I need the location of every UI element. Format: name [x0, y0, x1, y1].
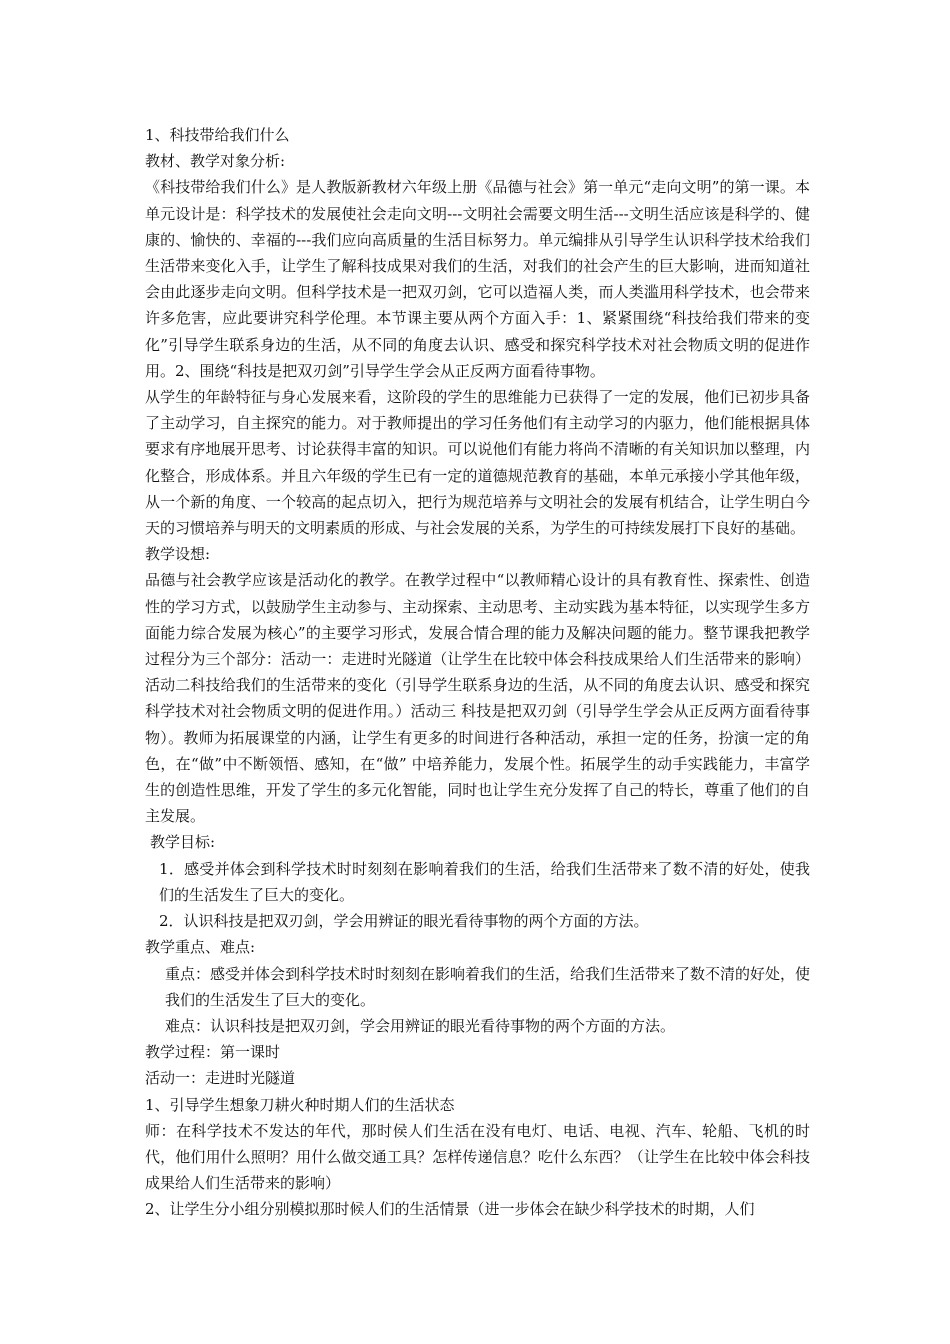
key-point: 重点：感受并体会到科学技术时时刻刻在影响着我们的生活，给我们生活带来了数不清的好处，使我们的生活发生了巨大的变化。 [165, 964, 811, 1009]
paragraph-textbook-analysis: 《科技带给我们什么》是人教版新教材六年级上册《品德与社会》第一单元“走向文明”的第一课。本单元设计是：科学技术的发展使社会走向文明---文明社会需要文明生活---文明生活应该是科学的、健康的、愉快的、幸福的---我们应向高质量的生活目标努力。单元编排从引导学生认识科学技术给我们生活带来变化入手，让学生了解科技成果对我们的生活，对我们的社会产生的巨大影响，进而知道社会由此逐步走向文明。但科学技术是一把双刃剑，它可以造福人类，而人类滥用科学技术，也会带来许多危害，应此要讲究科学伦理。本节课主要从两个方面入手：1、紧紧围绕“科技给我们带来的变化”引导学生联系身边的生活，从不同的角度去认识、感受和探究科学技术对社会物质文明的促进作用。2、围绕“科技是把双刃剑”引导学生学会从正反两方面看待事物。 [145, 178, 810, 380]
difficult-point: 难点：认识科技是把双刃剑，学会用辨证的眼光看待事物的两个方面的方法。 [165, 1016, 676, 1035]
activity-heading-1: 活动一：走进时光隧道 [145, 1069, 296, 1088]
section-heading-design: 教学设想: [145, 545, 211, 564]
paragraph-teaching-design: 品德与社会教学应该是活动化的教学。在教学过程中“以教师精心设计的具有教育性、探索性、创造性的学习方式，以鼓励学生主动参与、主动探索、主动思考、主动实践为基本特征，以实现学生多方面能力综合发展为核心”的主要学习形式，发展合情合理的能力及解决问题的能力。整节课我把教学过程分为三个部分：活动一：走进时光隧道（让学生在比较中体会科技成果给人们生活带来的影响）活动二科技给我们的生活带来的变化（引导学生联系身边的生活，从不同的角度去认识、感受和探究科学技术对社会物质文明的促进作用。）活动三 科技是把双刃剑（引导学生学会从正反两方面看待事物）。教师为拓展课堂的内涵，让学生有更多的时间进行各种活动，承担一定的任务，扮演一定的角色，在“做”中不断领悟、感知，在“做” 中培养能力，发展个性。拓展学生的动手实践能力，丰富学生的创造性思维，开发了学生的多元化智能，同时也让学生充分发挥了自己的特长，尊重了他们的自主发展。 [145, 571, 810, 826]
section-heading-objectives: 教学目标: [150, 833, 216, 852]
objective-item-2: 2．认识科技是把双刃剑，学会用辨证的眼光看待事物的两个方面的方法。 [159, 912, 649, 931]
lesson-title: 1、科技带给我们什么 [145, 126, 290, 144]
paragraph-student-analysis: 从学生的年龄特征与身心发展来看，这阶段的学生的思维能力已获得了一定的发展，他们已初步具备了主动学习，自主探究的能力。对于教师提出的学习任务他们有主动学习的内驱力，他们能根据具体要求有序地展开思考、讨论获得丰富的知识。可以说他们有能力将尚不清晰的有关知识加以整理，内化整合，形成体系。并且六年级的学生已有一定的道德规范教育的基础，本单元承接小学其他年级，从一个新的角度、一个较高的起点切入，把行为规范培养与文明社会的发展有机结合，让学生明白今天的习惯培养与明天的文明素质的形成、与社会发展的关系，为学生的可持续发展打下良好的基础。 [145, 388, 810, 538]
section-heading-process: 教学过程：第一课时 [145, 1043, 281, 1062]
step-2: 2、让学生分小组分别模拟那时候人们的生活情景（进一步体会在缺少科学技术的时期，人们 [145, 1200, 755, 1219]
section-heading-key-points: 教学重点、难点: [145, 938, 256, 957]
step-1: 1、引导学生想象刀耕火种时期人们的生活状态 [145, 1095, 455, 1114]
objective-item-1: 1．感受并体会到科学技术时时刻刻在影响着我们的生活，给我们生活带来了数不清的好处，使我们的生活发生了巨大的变化。 [159, 859, 810, 904]
section-heading-analysis: 教材、教学对象分析: [145, 152, 286, 171]
document-body [145, 122, 810, 1223]
teacher-dialogue: 师：在科学技术不发达的年代，那时侯人们生活在没有电灯、电话、电视、汽车、轮船、飞机的时代，他们用什么照明？用什么做交通工具？怎样传递信息？吃什么东西？（让学生在比较中体会科技成果给人们生活带来的影响） [145, 1121, 810, 1193]
